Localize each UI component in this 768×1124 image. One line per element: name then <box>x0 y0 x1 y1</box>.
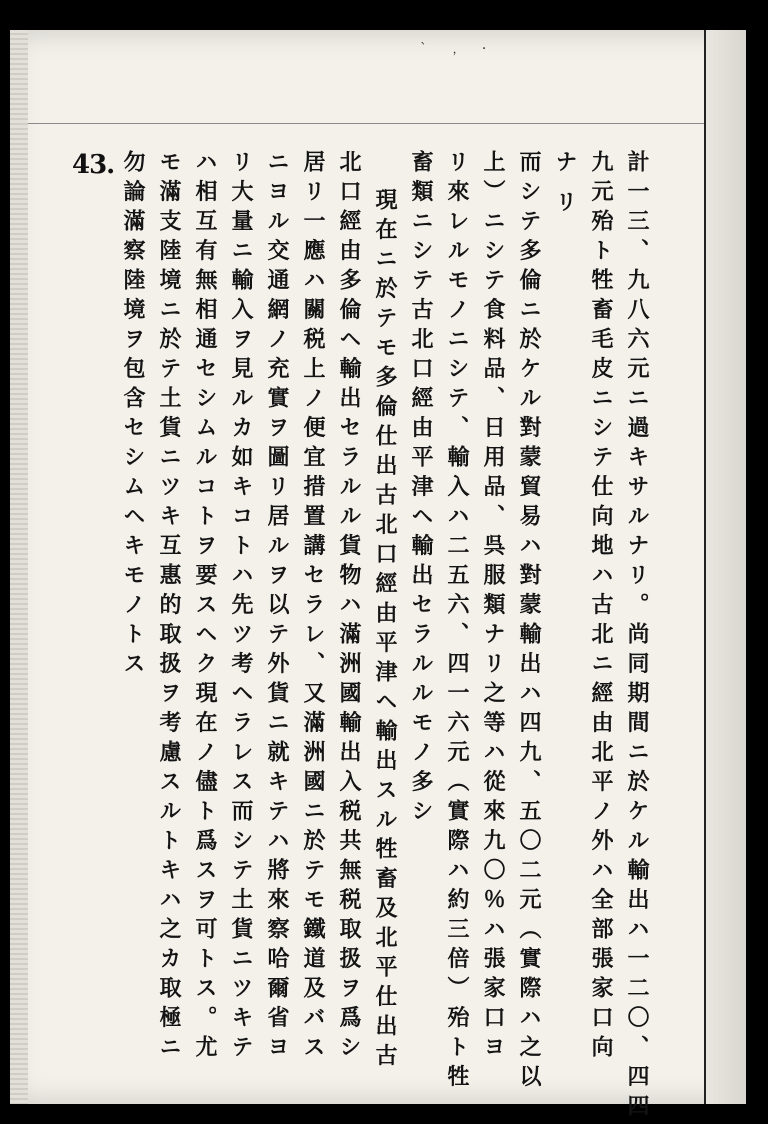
page-left-edge <box>10 30 28 1104</box>
text-column-1: 計一三、九八六元ニ過キサルナリ。尚同期間ニ於ケル輸出ハ一二〇、四四 <box>624 150 650 1124</box>
text-column-3: ナリ <box>552 150 578 230</box>
gutter-line <box>704 30 706 1104</box>
header-rule <box>28 123 706 124</box>
text-column-11: ニヨル交通網ノ充實ヲ圖リ居ルヲ以テ外貨ニ就キテハ將來察哈爾省ヨ <box>264 150 290 1065</box>
page-number: 43. <box>72 150 115 180</box>
text-column-4: 而シテ多倫ニ於ケル對蒙貿易ハ對蒙輸出ハ四九、五〇二元（實際ハ之以 <box>516 150 542 1094</box>
text-column-13: ハ相互有無相通セシムルコトヲ要スヘク現在ノ儘ト爲スヲ可トス。尤 <box>192 150 218 1065</box>
text-column-10: 居リ一應ハ關税上ノ便宜措置講セラレ、又滿洲國ニ於テモ鐵道及バス <box>300 150 326 1065</box>
text-column-9: 北口經由多倫ヘ輸出セラルル貨物ハ滿洲國輸出入税共無税取扱ヲ爲シ <box>336 150 362 1065</box>
text-column-15: 勿論滿察陸境ヲ包含セシムヘキモノトス <box>120 150 146 681</box>
text-column-14: モ滿支陸境ニ於テ土貨ニツキ互惠的取扱ヲ考慮スルトキハ之カ取極ニ <box>156 150 182 1065</box>
text-column-5: 上）ニシテ食料品、日用品、呉服類ナリ之等ハ從來九〇％ハ張家口ヨ <box>480 150 506 1065</box>
scan-marks: ` ﹐ · <box>420 41 495 57</box>
text-column-8: 現在ニ於テモ多倫仕出古北口經由平津ヘ輸出スル牲畜及北平仕出古 <box>372 188 398 1073</box>
binding-gutter <box>706 30 746 1104</box>
text-column-7: 畜類ニシテ古北口經由平津ヘ輸出セラルルモノ多シ <box>408 150 434 829</box>
text-column-6: リ來レルモノニシテ、輸入ハ二五六、四一六元（實際ハ約三倍）殆ト牲 <box>444 150 470 1094</box>
text-column-2: 九元殆ト牲畜毛皮ニシテ仕向地ハ古北ニ經由北平ノ外ハ全部張家口向 <box>588 150 614 1065</box>
text-column-12: リ大量ニ輸入ヲ見ルカ如キコトハ先ツ考ヘラレス而シテ土貨ニツキテ <box>228 150 254 1065</box>
